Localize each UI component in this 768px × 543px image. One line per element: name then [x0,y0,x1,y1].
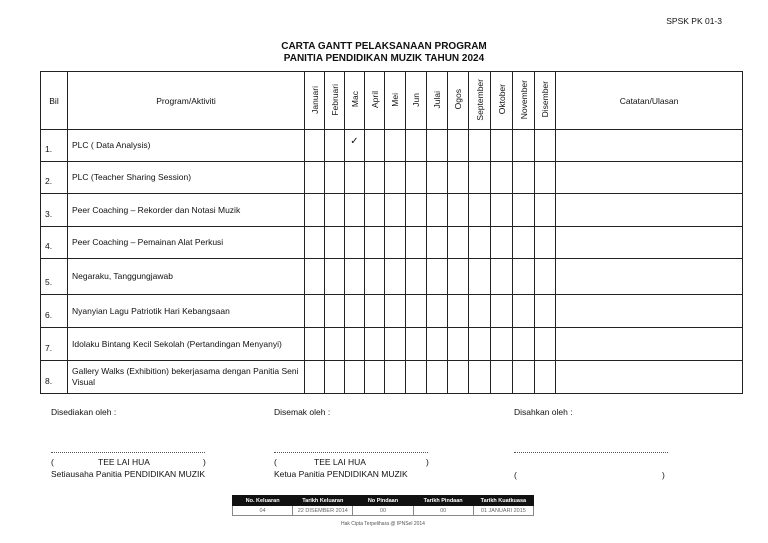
month-cell [305,194,325,227]
month-cell [427,361,448,394]
row-bil: 3. [41,194,68,227]
header-program: Program/Aktiviti [68,72,305,130]
ref-value: 22 DISEMBER 2014 [293,506,353,516]
month-cell [305,328,325,361]
table-row [41,328,743,361]
ref-header: Tarikh Keluaran [293,496,353,506]
month-cell [469,361,491,394]
table-row [41,361,743,394]
month-cell [491,259,513,295]
table-row [41,162,743,194]
checked-name: TEE LAI HUA [314,457,366,467]
month-cell [491,130,513,162]
row-bil: 2. [41,162,68,194]
month-cell [345,295,365,328]
month-cell [448,259,469,295]
month-cell [365,259,385,295]
month-cell-checked [345,130,365,162]
row-bil: 6. [41,295,68,328]
month-cell [469,328,491,361]
month-cell [345,227,365,259]
document-reference-table [232,495,534,516]
month-header [535,72,556,130]
month-label: Februari [329,83,340,116]
prepared-role: Setiausaha Panitia PENDIDIKAN MUZIK [51,469,206,479]
month-cell [491,295,513,328]
month-cell [513,328,535,361]
month-cell [448,194,469,227]
month-cell [365,162,385,194]
table-header-row [41,72,743,130]
month-cell [385,328,406,361]
header-notes: Catatan/Ulasan [556,72,743,130]
month-cell [513,361,535,394]
row-notes [556,130,743,162]
month-header [427,72,448,130]
month-cell [325,162,345,194]
title-line-1: CARTA GANTT PELAKSANAAN PROGRAM [281,41,487,52]
table-body [41,130,743,394]
month-cell [535,328,556,361]
month-header [491,72,513,130]
month-cell [513,162,535,194]
month-label: Mei [390,92,400,107]
checked-open-paren: ( [274,457,277,467]
month-cell [427,227,448,259]
month-cell [365,361,385,394]
month-cell [469,227,491,259]
row-program: Idolaku Bintang Kecil Sekolah (Pertandingan Menyanyi) [68,328,305,361]
approved-open-paren: ( [514,470,517,480]
month-cell [385,162,406,194]
month-cell [513,130,535,162]
month-cell [385,227,406,259]
row-bil: 5. [41,259,68,295]
month-cell [406,162,427,194]
month-label: Mac [349,91,360,108]
month-header [469,72,491,130]
month-cell [406,130,427,162]
month-cell [469,194,491,227]
month-cell [345,259,365,295]
document-code: SPSK PK 01-3 [666,16,722,26]
month-header [365,72,385,130]
month-label: Disember [540,81,550,118]
ref-header: Tarikh Pindaan [413,496,473,506]
row-program: Peer Coaching – Rekorder dan Notasi Muzik [68,194,305,227]
month-cell [385,295,406,328]
month-cell [469,130,491,162]
month-cell [427,295,448,328]
month-cell [385,130,406,162]
month-cell [385,259,406,295]
row-notes [556,162,743,194]
month-cell [325,194,345,227]
row-program: Gallery Walks (Exhibition) bekerjasama dengan Panitia Seni Visual [68,361,305,394]
prepared-by-label: Disediakan oleh : [51,407,117,417]
copyright-note: Hak Cipta Terpelihara @ IPNSel 2014 [341,521,425,527]
month-cell [365,194,385,227]
approved-close-paren: ) [662,470,665,480]
approved-by-label: Disahkan oleh : [514,407,573,417]
row-program: Negaraku, Tanggungjawab [68,259,305,295]
month-header [305,72,325,130]
row-bil: 8. [41,361,68,394]
reference-value-row [233,506,534,516]
month-label: April [369,90,380,108]
month-cell [325,130,345,162]
month-cell [535,361,556,394]
month-label: Julai [432,90,442,109]
month-cell [427,194,448,227]
table-row [41,194,743,227]
gantt-table [40,71,743,394]
month-cell [448,328,469,361]
month-cell [469,295,491,328]
ref-value: 01 JANUARI 2015 [473,506,533,516]
month-cell [305,227,325,259]
prepared-signature-line [51,452,205,453]
row-notes [556,328,743,361]
header-bil: Bil [41,72,68,130]
month-cell [427,259,448,295]
row-program: PLC (Teacher Sharing Session) [68,162,305,194]
table-row [41,295,743,328]
row-notes [556,227,743,259]
month-cell [491,328,513,361]
row-notes [556,259,743,295]
month-cell [491,162,513,194]
month-cell [325,227,345,259]
row-notes [556,194,743,227]
month-cell [325,328,345,361]
month-cell [513,295,535,328]
month-header [513,72,535,130]
prepared-close-paren: ) [203,457,206,467]
row-program: Nyanyian Lagu Patriotik Hari Kebangsaan [68,295,305,328]
month-cell [448,130,469,162]
month-header [385,72,406,130]
month-cell [535,227,556,259]
month-cell [513,194,535,227]
month-cell [448,295,469,328]
month-label: Ogos [453,89,463,110]
ref-value: 04 [233,506,293,516]
approved-signature-line [514,452,668,453]
month-cell [406,227,427,259]
month-cell [325,295,345,328]
ref-value: 00 [413,506,473,516]
month-cell [305,130,325,162]
month-cell [305,295,325,328]
table-row [41,130,743,162]
title-line-2: PANITIA PENDIDIKAN MUZIK TAHUN 2024 [283,53,485,64]
month-cell [385,361,406,394]
month-cell [385,194,406,227]
month-cell [406,259,427,295]
document-title [0,41,768,65]
row-notes [556,361,743,394]
month-cell [345,328,365,361]
month-cell [427,328,448,361]
month-cell [365,227,385,259]
month-cell [365,130,385,162]
month-cell [325,361,345,394]
checked-role: Ketua Panitia PENDIDIKAN MUZIK [274,469,408,479]
month-cell [406,361,427,394]
month-cell [448,227,469,259]
row-program: PLC ( Data Analysis) [68,130,305,162]
month-cell [448,162,469,194]
row-bil: 4. [41,227,68,259]
check-mark-icon: ✓ [350,136,359,147]
month-cell [427,130,448,162]
ref-header: No Pindaan [353,496,413,506]
month-label: Jun [411,92,421,107]
month-cell [535,130,556,162]
month-cell [345,194,365,227]
row-notes [556,295,743,328]
month-cell [406,295,427,328]
month-cell [535,259,556,295]
month-cell [406,194,427,227]
month-cell [513,259,535,295]
month-header [406,72,427,130]
row-bil: 7. [41,328,68,361]
table-row [41,259,743,295]
month-cell [345,162,365,194]
month-cell [305,162,325,194]
month-cell [365,328,385,361]
month-label: Januari [309,85,320,114]
prepared-open-paren: ( [51,457,54,467]
month-cell [325,259,345,295]
month-label: Oktober [496,84,507,115]
checked-close-paren: ) [426,457,429,467]
month-header [448,72,469,130]
month-cell [448,361,469,394]
checked-signature-line [274,452,428,453]
month-header [325,72,345,130]
month-cell [305,259,325,295]
month-header [345,72,365,130]
month-label: November [518,79,529,120]
ref-header: Tarikh Kuatkuasa [473,496,533,506]
ref-header: No. Keluaran [233,496,293,506]
month-cell [427,162,448,194]
row-program: Peer Coaching – Pemainan Alat Perkusi [68,227,305,259]
month-cell [491,194,513,227]
ref-value: 00 [353,506,413,516]
month-cell [535,194,556,227]
checked-by-label: Disemak oleh : [274,407,331,417]
month-cell [406,328,427,361]
month-cell [491,361,513,394]
month-label: September [474,78,485,121]
reference-header-row [233,496,534,506]
month-cell [491,227,513,259]
month-cell [469,162,491,194]
month-cell [345,361,365,394]
table-row [41,227,743,259]
month-cell [513,227,535,259]
prepared-name: TEE LAI HUA [98,457,150,467]
month-cell [535,295,556,328]
month-cell [535,162,556,194]
month-cell [365,295,385,328]
row-bil: 1. [41,130,68,162]
month-cell [305,361,325,394]
month-cell [469,259,491,295]
